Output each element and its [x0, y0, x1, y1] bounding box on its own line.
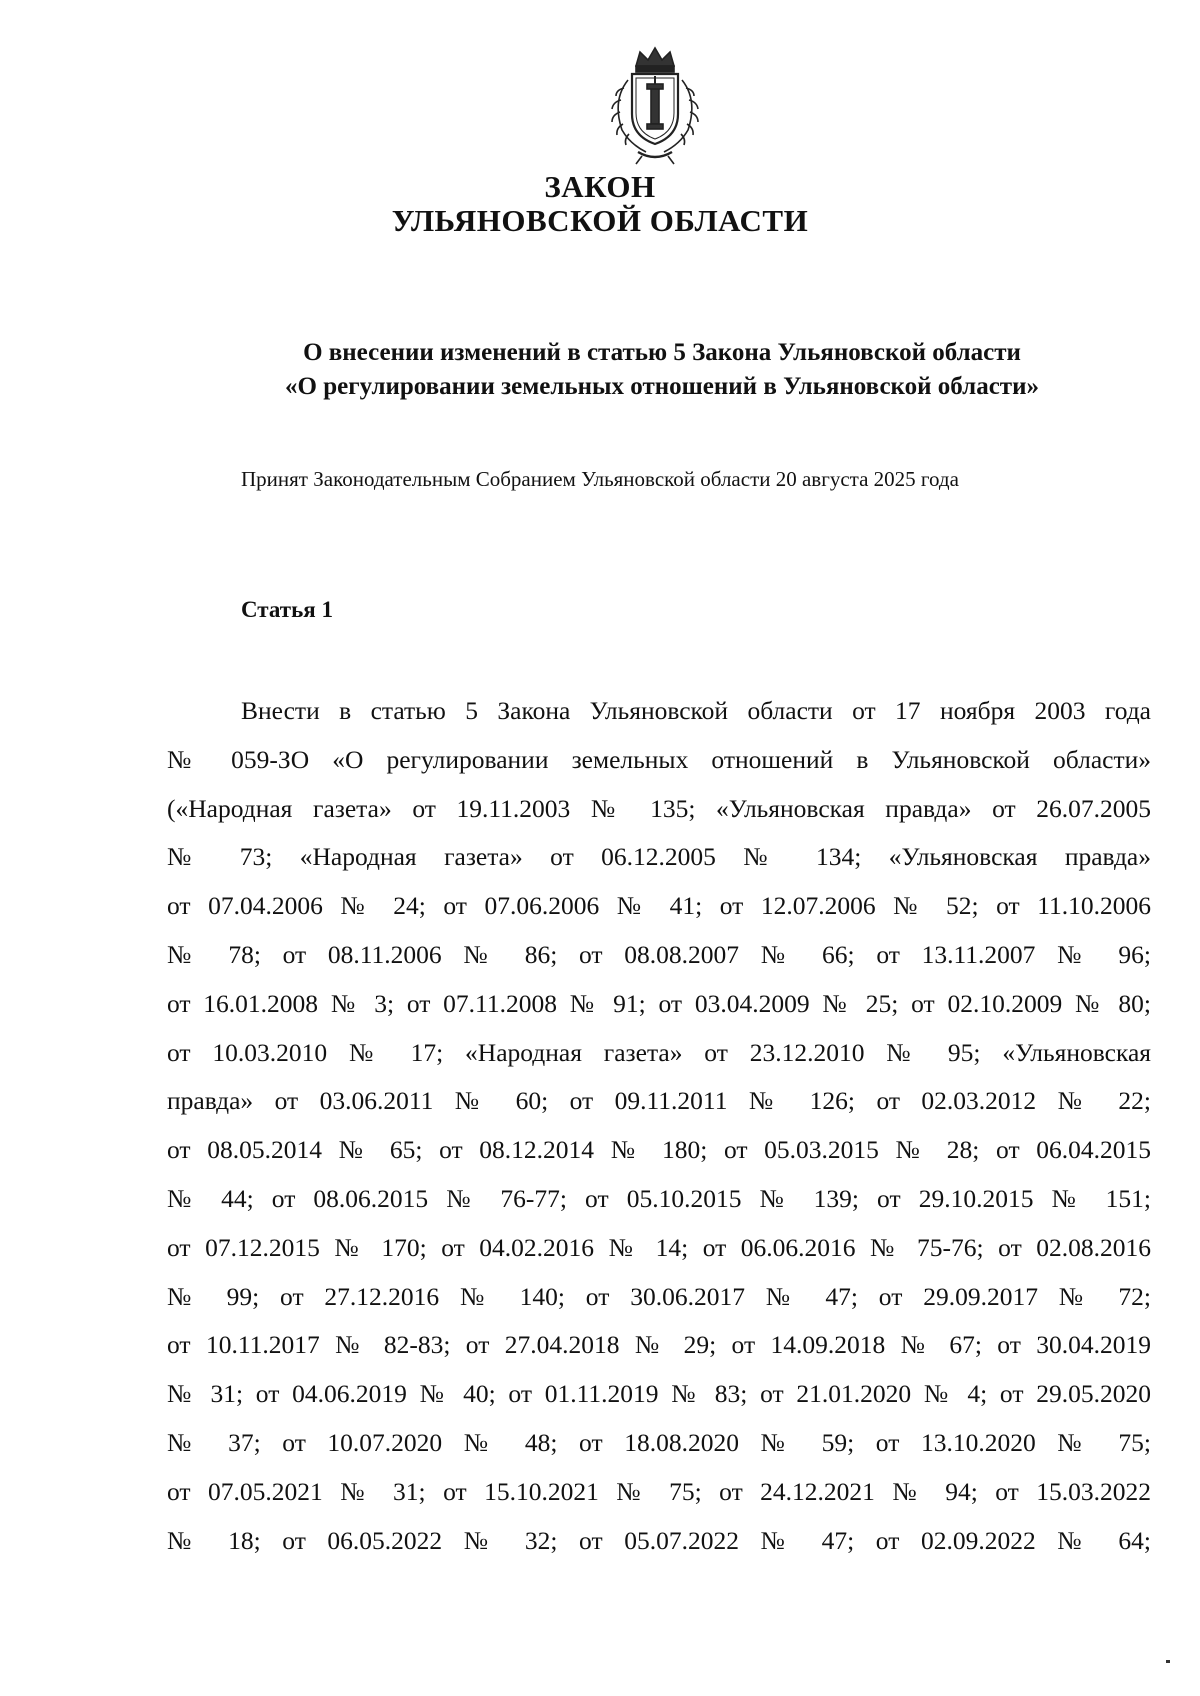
law-subject-line-1: О внесении изменений в статью 5 Закона Ульяновской области: [303, 339, 1021, 366]
article-text-line: от 07.04.2006 № 24; от 07.06.2006 № 41; от 12.07.2006 № 52; от 11.10.2006: [167, 891, 1151, 921]
article-text-line: № 37; от 10.07.2020 № 48; от 18.08.2020 № 59; от 13.10.2020 № 75;: [167, 1427, 1151, 1457]
law-subject-line-2: «О регулировании земельных отношений в Ульяновской области»: [285, 373, 1039, 400]
article-text-line: от 16.01.2008 № 3; от 07.11.2008 № 91; от 03.04.2009 № 25; от 02.10.2009 № 80;: [167, 988, 1151, 1018]
article-heading: Статья 1: [241, 597, 333, 622]
article-text-line: («Народная газета» от 19.11.2003 № 135; «Ульяновская правда» от 26.07.2005: [167, 793, 1151, 823]
article-text-line: от 10.11.2017 № 82-83; от 27.04.2018 № 29; от 14.09.2018 № 67; от 30.04.2019: [167, 1330, 1151, 1360]
region-title: УЛЬЯНОВСКОЙ ОБЛАСТИ: [391, 203, 809, 238]
article-text-line: от 07.05.2021 № 31; от 15.10.2021 № 75; от 24.12.2021 № 94; от 15.03.2022: [167, 1476, 1151, 1506]
article-text-line: № 18; от 06.05.2022 № 32; от 05.07.2022 № 47; от 02.09.2022 № 64;: [167, 1525, 1151, 1555]
article-text-line: от 08.05.2014 № 65; от 08.12.2014 № 180; от 05.03.2015 № 28; от 06.04.2015: [167, 1135, 1151, 1165]
article-text-line: № 99; от 27.12.2016 № 140; от 30.06.2017 № 47; от 29.09.2017 № 72;: [167, 1281, 1151, 1311]
article-body: [167, 687, 1151, 1565]
article-text-line: № 73; «Народная газета» от 06.12.2005 № 134; «Ульяновская правда»: [167, 842, 1151, 872]
article-text-line: № 059-ЗО «О регулировании земельных отношений в Ульяновской области»: [167, 744, 1151, 774]
article-text-line: Внести в статью 5 Закона Ульяновской области от 17 ноября 2003 года: [241, 696, 1151, 725]
article-text-line: № 78; от 08.11.2006 № 86; от 08.08.2007 № 66; от 13.11.2007 № 96;: [167, 939, 1151, 969]
coat-of-arms-icon: [596, 44, 714, 166]
adoption-note: Принят Законодательным Собранием Ульяновской области 20 августа 2025 года: [241, 467, 959, 491]
article-text-line: от 10.03.2010 № 17; «Народная газета» от 23.12.2010 № 95; «Ульяновская: [167, 1037, 1151, 1067]
article-text-line: № 31; от 04.06.2019 № 40; от 01.11.2019 № 83; от 21.01.2020 № 4; от 29.05.2020: [167, 1379, 1151, 1409]
law-title: ЗАКОН: [544, 169, 656, 204]
article-text-line: правда» от 03.06.2011 № 60; от 09.11.2011 № 126; от 02.03.2012 № 22;: [167, 1086, 1151, 1116]
article-text-line: от 07.12.2015 № 170; от 04.02.2016 № 14; от 06.06.2016 № 75-76; от 02.08.2016: [167, 1232, 1151, 1262]
scan-speck: [1166, 1660, 1170, 1663]
article-text-line: № 44; от 08.06.2015 № 76-77; от 05.10.2015 № 139; от 29.10.2015 № 151;: [167, 1183, 1151, 1213]
